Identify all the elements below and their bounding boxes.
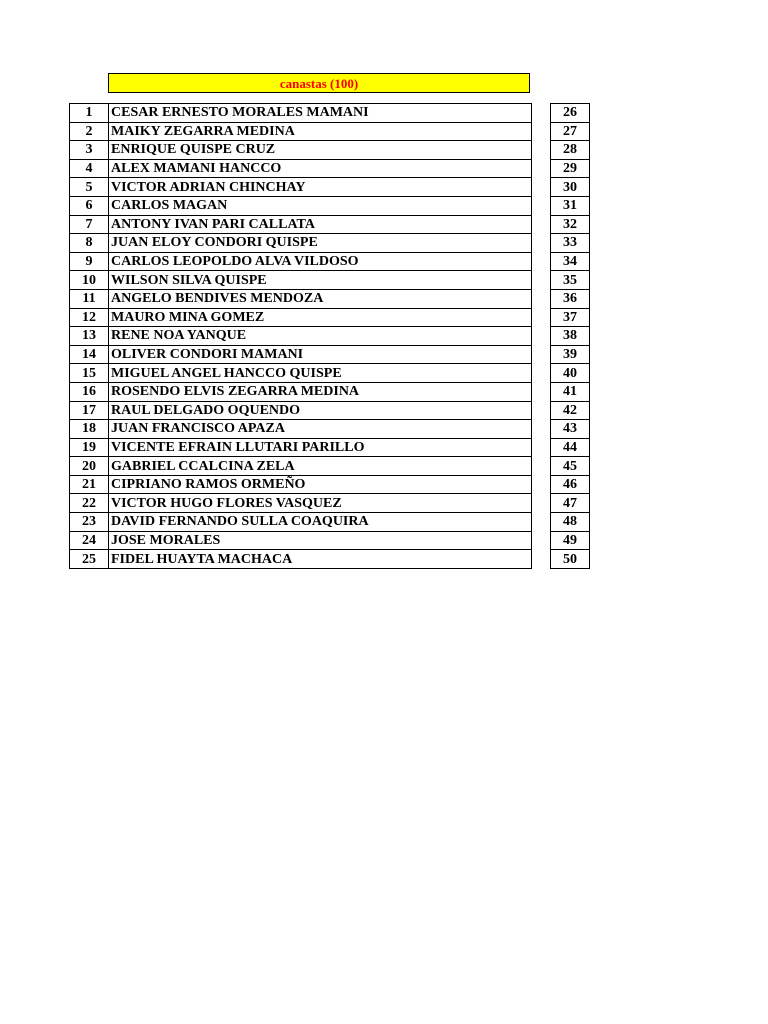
side-number: 35 [551, 271, 590, 290]
table-row [551, 457, 590, 476]
table-row [70, 122, 532, 141]
table-row [70, 271, 532, 290]
row-number: 4 [70, 159, 109, 178]
row-name: VICTOR ADRIAN CHINCHAY [109, 178, 532, 197]
row-name: RENE NOA YANQUE [109, 327, 532, 346]
table-row [551, 531, 590, 550]
row-name: CARLOS MAGAN [109, 196, 532, 215]
side-number: 48 [551, 513, 590, 532]
row-number: 25 [70, 550, 109, 569]
table-row [70, 234, 532, 253]
row-name: ALEX MAMANI HANCCO [109, 159, 532, 178]
table-row [70, 475, 532, 494]
table-row [551, 141, 590, 160]
row-number: 10 [70, 271, 109, 290]
row-number: 14 [70, 345, 109, 364]
side-number: 41 [551, 382, 590, 401]
row-number: 16 [70, 382, 109, 401]
side-number: 29 [551, 159, 590, 178]
row-number: 15 [70, 364, 109, 383]
row-name: OLIVER CONDORI MAMANI [109, 345, 532, 364]
table-row [70, 141, 532, 160]
row-number: 17 [70, 401, 109, 420]
table-row [70, 345, 532, 364]
table-row [70, 327, 532, 346]
row-name: RAUL DELGADO OQUENDO [109, 401, 532, 420]
row-number: 19 [70, 438, 109, 457]
side-number: 43 [551, 420, 590, 439]
side-number: 30 [551, 178, 590, 197]
row-name: MAURO MINA GOMEZ [109, 308, 532, 327]
row-number: 21 [70, 475, 109, 494]
row-name: WILSON SILVA QUISPE [109, 271, 532, 290]
table-row [70, 438, 532, 457]
table-row [551, 475, 590, 494]
side-number: 50 [551, 550, 590, 569]
table-row [551, 513, 590, 532]
row-number: 5 [70, 178, 109, 197]
row-name: ANGELO BENDIVES MENDOZA [109, 289, 532, 308]
table-row [70, 420, 532, 439]
side-number: 49 [551, 531, 590, 550]
row-number: 8 [70, 234, 109, 253]
row-number: 12 [70, 308, 109, 327]
table-row [551, 327, 590, 346]
row-number: 20 [70, 457, 109, 476]
table-row [551, 438, 590, 457]
side-number: 47 [551, 494, 590, 513]
side-number: 39 [551, 345, 590, 364]
table-row [551, 494, 590, 513]
row-name: CESAR ERNESTO MORALES MAMANI [109, 104, 532, 123]
table-row [551, 308, 590, 327]
row-name: MIGUEL ANGEL HANCCO QUISPE [109, 364, 532, 383]
table-row [551, 550, 590, 569]
row-name: DAVID FERNANDO SULLA COAQUIRA [109, 513, 532, 532]
table-row [70, 178, 532, 197]
table-row [551, 215, 590, 234]
table-row [551, 159, 590, 178]
side-number: 31 [551, 196, 590, 215]
table-row [551, 271, 590, 290]
table-row [70, 550, 532, 569]
row-name: FIDEL HUAYTA MACHACA [109, 550, 532, 569]
side-number: 28 [551, 141, 590, 160]
row-number: 3 [70, 141, 109, 160]
table-row [70, 159, 532, 178]
row-name: VICENTE EFRAIN LLUTARI PARILLO [109, 438, 532, 457]
names-table [69, 103, 532, 569]
row-number: 22 [70, 494, 109, 513]
table-row [551, 382, 590, 401]
row-number: 11 [70, 289, 109, 308]
side-number: 32 [551, 215, 590, 234]
table-row [551, 345, 590, 364]
row-number: 2 [70, 122, 109, 141]
row-number: 6 [70, 196, 109, 215]
side-number: 42 [551, 401, 590, 420]
side-number: 36 [551, 289, 590, 308]
table-row [551, 196, 590, 215]
row-name: GABRIEL CCALCINA ZELA [109, 457, 532, 476]
table-row [70, 513, 532, 532]
side-number: 34 [551, 252, 590, 271]
side-number: 38 [551, 327, 590, 346]
row-number: 7 [70, 215, 109, 234]
table-row [551, 178, 590, 197]
row-name: VICTOR HUGO FLORES VASQUEZ [109, 494, 532, 513]
side-number: 26 [551, 104, 590, 123]
row-number: 13 [70, 327, 109, 346]
table-row [70, 252, 532, 271]
table-row [551, 289, 590, 308]
table-row [551, 104, 590, 123]
row-name: JOSE MORALES [109, 531, 532, 550]
side-numbers-table [550, 103, 590, 569]
row-name: CIPRIANO RAMOS ORMEÑO [109, 475, 532, 494]
row-number: 9 [70, 252, 109, 271]
table-row [70, 215, 532, 234]
row-name: JUAN FRANCISCO APAZA [109, 420, 532, 439]
table-row [70, 401, 532, 420]
table-row [551, 234, 590, 253]
row-number: 18 [70, 420, 109, 439]
row-number: 24 [70, 531, 109, 550]
table-row [551, 252, 590, 271]
row-number: 23 [70, 513, 109, 532]
side-number: 27 [551, 122, 590, 141]
table-row [70, 104, 532, 123]
side-number: 33 [551, 234, 590, 253]
side-number: 44 [551, 438, 590, 457]
table-row [70, 364, 532, 383]
side-number: 46 [551, 475, 590, 494]
sheet-title: canastas (100) [108, 73, 530, 93]
table-row [70, 196, 532, 215]
table-row [70, 382, 532, 401]
row-number: 1 [70, 104, 109, 123]
table-row [70, 289, 532, 308]
row-name: CARLOS LEOPOLDO ALVA VILDOSO [109, 252, 532, 271]
table-row [551, 364, 590, 383]
table-row [70, 494, 532, 513]
side-number: 45 [551, 457, 590, 476]
table-row [551, 401, 590, 420]
table-row [70, 308, 532, 327]
table-row [70, 531, 532, 550]
row-name: ENRIQUE QUISPE CRUZ [109, 141, 532, 160]
table-row [551, 420, 590, 439]
row-name: ROSENDO ELVIS ZEGARRA MEDINA [109, 382, 532, 401]
row-name: MAIKY ZEGARRA MEDINA [109, 122, 532, 141]
table-row [551, 122, 590, 141]
side-number: 40 [551, 364, 590, 383]
row-name: JUAN ELOY CONDORI QUISPE [109, 234, 532, 253]
row-name: ANTONY IVAN PARI CALLATA [109, 215, 532, 234]
table-row [70, 457, 532, 476]
side-number: 37 [551, 308, 590, 327]
